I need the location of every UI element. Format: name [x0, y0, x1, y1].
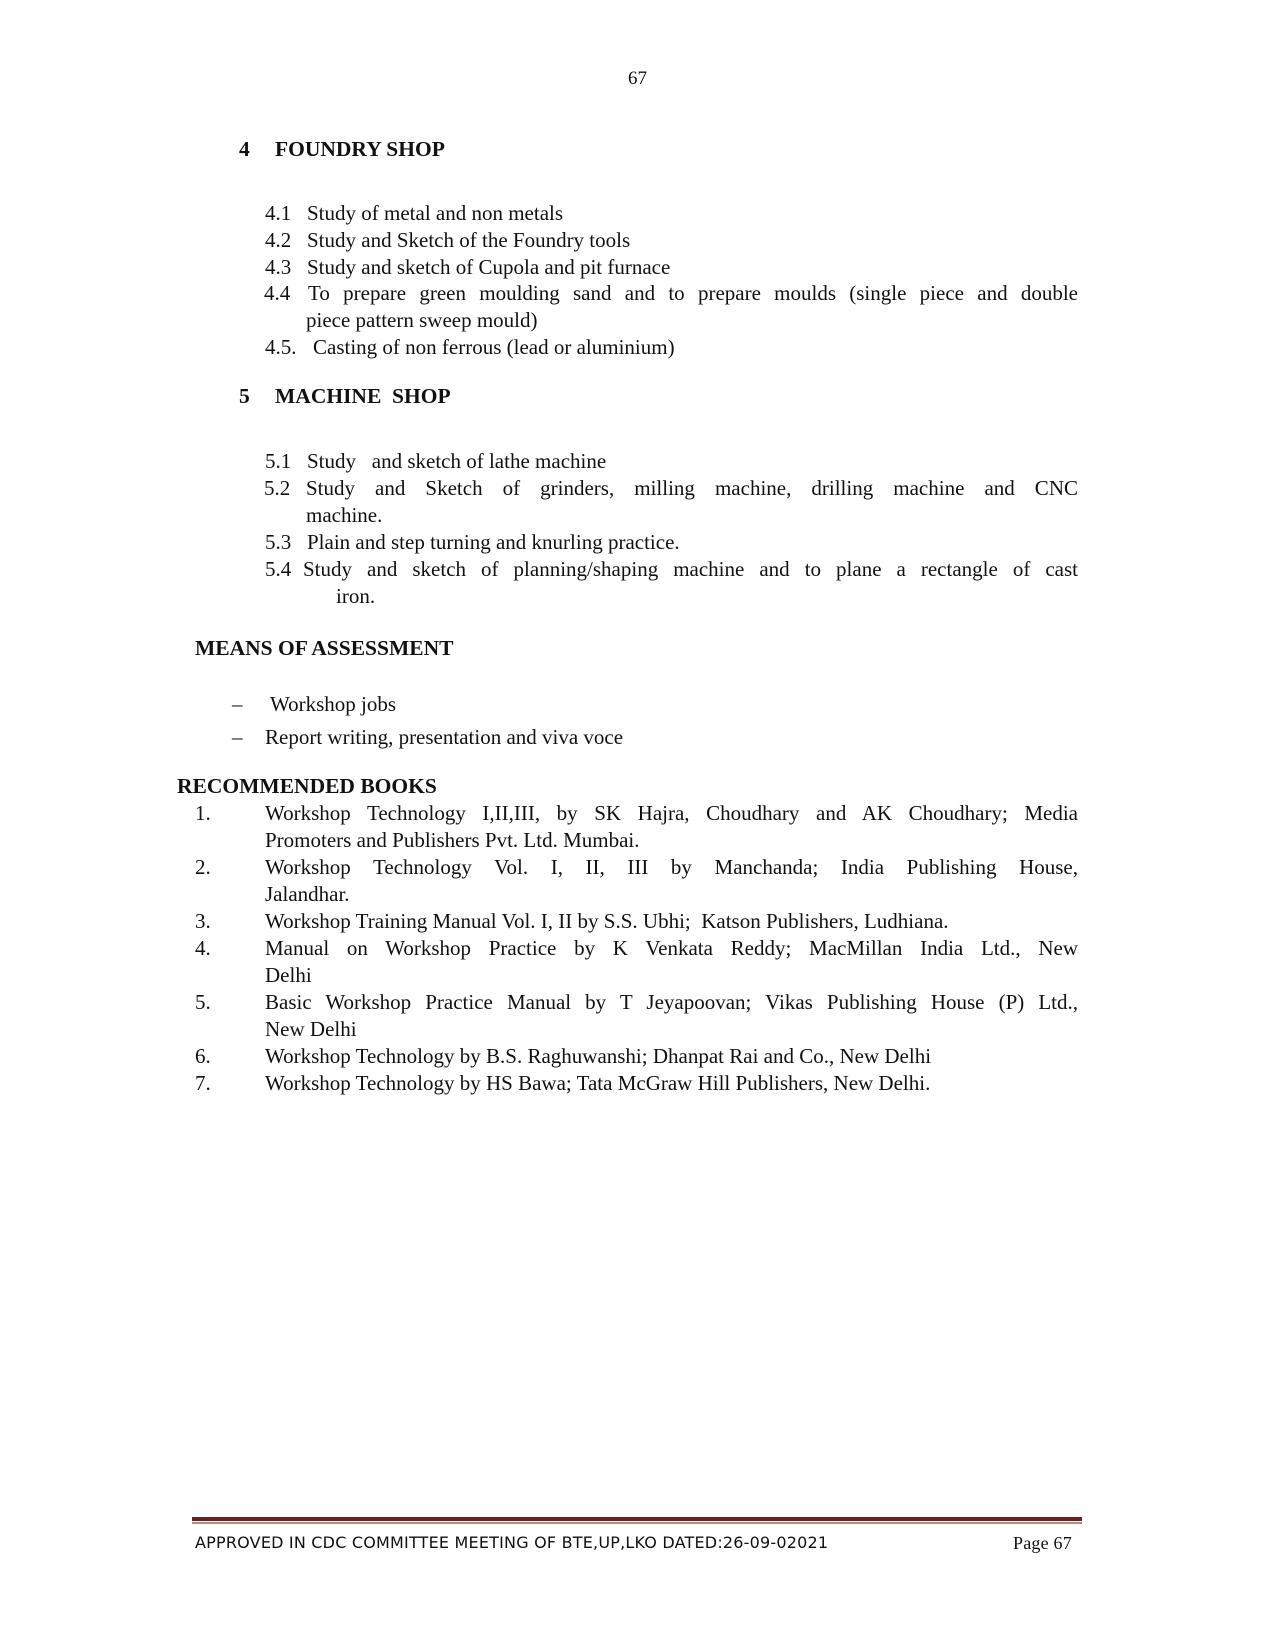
book-3-number: 3.: [195, 909, 211, 933]
item-5-3-number: 5.3: [265, 530, 292, 554]
item-4-1-text: Study of metal and non metals: [307, 201, 564, 225]
item-5-1-number: 5.1: [265, 449, 292, 473]
footer-rule-top: [192, 1517, 1082, 1521]
book-5-text: Basic Workshop Practice Manual by T Jeyapoovan; Vikas Publishing House (P) Ltd.,: [265, 990, 1078, 1014]
books-heading: RECOMMENDED BOOKS: [177, 774, 437, 798]
book-2-continuation: Jalandhar.: [265, 882, 350, 906]
item-4-2-text: Study and Sketch of the Foundry tools: [307, 228, 631, 252]
item-5-2-text: Study and Sketch of grinders, milling machine, drilling machine and CNC: [306, 476, 1078, 500]
footer-page-number: Page 67: [1013, 1533, 1072, 1553]
item-4-3-number: 4.3: [265, 255, 292, 279]
assessment-bullet-2: –: [232, 725, 243, 749]
book-3-text: Workshop Training Manual Vol. I, II by S.S. Ubhi; Katson Publishers, Ludhiana.: [265, 909, 949, 933]
assessment-heading: MEANS OF ASSESSMENT: [195, 636, 454, 660]
item-5-1-text: Study and sketch of lathe machine: [307, 449, 607, 473]
book-6-number: 6.: [195, 1044, 211, 1068]
book-5-number: 5.: [195, 990, 211, 1014]
item-4-5-text: Casting of non ferrous (lead or aluminium): [313, 335, 675, 359]
item-4-4-continuation: piece pattern sweep mould): [306, 308, 538, 332]
book-4-continuation: Delhi: [265, 963, 312, 987]
item-5-4-number: 5.4: [265, 557, 292, 581]
item-5-4-text: Study and sketch of planning/shaping machine and to plane a rectangle of cast: [303, 557, 1078, 581]
book-1-continuation: Promoters and Publishers Pvt. Ltd. Mumbai.: [265, 828, 640, 852]
book-7-number: 7.: [195, 1071, 211, 1095]
item-4-4-number: 4.4: [264, 281, 291, 305]
footer-approval-text: APPROVED IN CDC COMMITTEE MEETING OF BTE,UP,LKO DATED:26-09-02021: [195, 1533, 829, 1552]
book-6-text: Workshop Technology by B.S. Raghuwanshi; Dhanpat Rai and Co., New Delhi: [265, 1044, 932, 1068]
page-number-top: 67: [628, 68, 647, 89]
book-4-text: Manual on Workshop Practice by K Venkata Reddy; MacMillan India Ltd., New: [265, 936, 1078, 960]
book-5-continuation: New Delhi: [265, 1017, 357, 1041]
item-4-2-number: 4.2: [265, 228, 292, 252]
book-1-number: 1.: [195, 801, 211, 825]
item-5-4-continuation: iron.: [336, 584, 376, 608]
section-4-number: 4: [239, 137, 250, 161]
item-5-3-text: Plain and step turning and knurling practice.: [307, 530, 680, 554]
item-4-4-text: To prepare green moulding sand and to prepare moulds (single piece and double: [308, 281, 1078, 305]
book-7-text: Workshop Technology by HS Bawa; Tata McGraw Hill Publishers, New Delhi.: [265, 1071, 931, 1095]
assessment-bullet-1: –: [232, 692, 243, 716]
section-4-title: FOUNDRY SHOP: [275, 137, 445, 161]
assessment-item-1: Workshop jobs: [270, 692, 397, 716]
assessment-item-2: Report writing, presentation and viva voce: [265, 725, 624, 749]
item-4-1-number: 4.1: [265, 201, 292, 225]
item-4-3-text: Study and sketch of Cupola and pit furnace: [307, 255, 671, 279]
book-1-text: Workshop Technology I,II,III, by SK Hajra, Choudhary and AK Choudhary; Media: [265, 801, 1078, 825]
item-4-5-number: 4.5.: [265, 335, 297, 359]
book-2-text: Workshop Technology Vol. I, II, III by Manchanda; India Publishing House,: [265, 855, 1078, 879]
item-5-2-continuation: machine.: [306, 503, 383, 527]
item-5-2-number: 5.2: [264, 476, 291, 500]
section-5-number: 5: [239, 384, 250, 408]
book-4-number: 4.: [195, 936, 211, 960]
book-2-number: 2.: [195, 855, 211, 879]
section-5-title: MACHINE SHOP: [275, 384, 451, 408]
footer-rule-bottom: [192, 1522, 1082, 1524]
